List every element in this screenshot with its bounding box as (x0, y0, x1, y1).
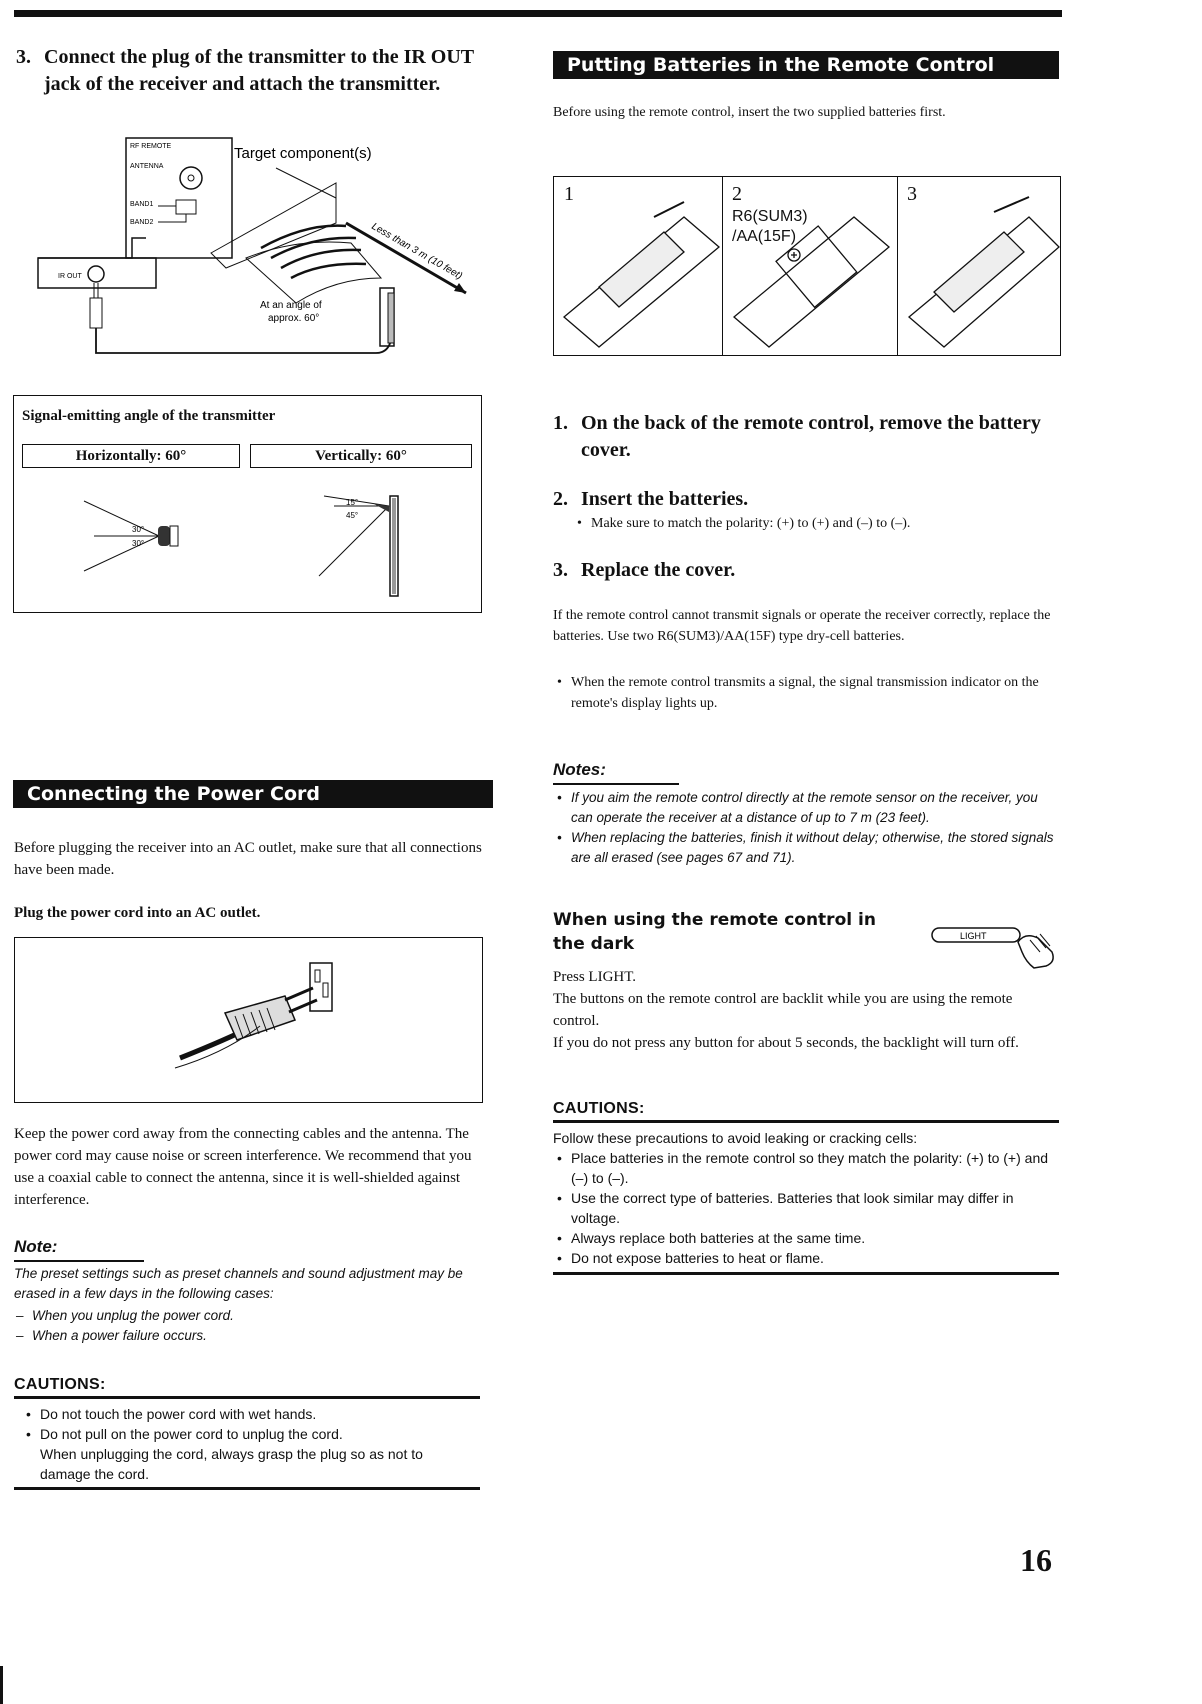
notes-item: • If you aim the remote control directly at the remote sensor on the receiver, you can operate the receiver at a distance of up to 7 m (23 feet). (553, 788, 1058, 828)
battery-step-1: 1. On the back of the remote control, remove the battery cover. (553, 412, 1041, 461)
light-button-icon[interactable] (930, 922, 1060, 972)
press-light-text: Press LIGHT. (553, 969, 637, 985)
signal-angle-box (13, 395, 482, 613)
power-plug-icon (165, 958, 365, 1088)
angle-label-2: approx. 60° (268, 313, 320, 324)
panel-1-number: 1 (564, 183, 574, 205)
note-body (14, 1264, 484, 1346)
band1-label: BAND1 (130, 201, 154, 208)
target-components-label: Target component(s) (234, 145, 372, 162)
caution-item: • Do not pull on the power cord to unplug the cord. When unplugging the cord, always grasp the plug so as not to damage the cord. (22, 1424, 477, 1484)
transmitter-connection-diagram (36, 128, 526, 390)
remote-battery-icons (554, 177, 1060, 355)
right-cautions-intro: Follow these precautions to avoid leaking or cracking cells: (553, 1130, 918, 1146)
caution-item: • Always replace both batteries at the same time. (553, 1228, 1058, 1248)
rf-remote-label: RF REMOTE (130, 143, 172, 150)
power-cord-intro: Before plugging the receiver into an AC outlet, make sure that all connections have been made. (14, 840, 482, 878)
v-angle-bottom-label: 45° (346, 511, 359, 520)
batteries-intro: Before using the remote control, insert the two supplied batteries first. (553, 105, 946, 120)
dark-section-title: When using the remote control in the dark (553, 910, 876, 954)
battery-step-2: 2. Insert the batteries. (553, 488, 749, 510)
left-cautions-bottom-rule (14, 1487, 480, 1490)
h-angle-bottom-label: 30° (132, 539, 145, 548)
step-3-heading: 3. Connect the plug of the transmitter to the IR OUT jack of the receiver and attach the transmitter. (16, 46, 474, 95)
v-angle-top-label: 15° (346, 498, 359, 507)
edge-mark (0, 1666, 3, 1704)
dark-section-body (553, 966, 1058, 1054)
power-cord-title: Connecting the Power Cord (13, 780, 493, 808)
panel-2-number: 2 (732, 183, 742, 205)
antenna-label: ANTENNA (130, 163, 164, 170)
left-cautions-rule (14, 1396, 480, 1399)
note-item: – When you unplug the power cord. (14, 1306, 484, 1326)
panel-3-number: 3 (907, 183, 917, 205)
power-cord-instruction: Plug the power cord into an AC outlet. (14, 905, 261, 921)
band2-label: BAND2 (130, 219, 154, 226)
power-plug-image-box (14, 937, 483, 1103)
caution-item: • Use the correct type of batteries. Batteries that look similar may differ in voltage. (553, 1188, 1058, 1228)
note-underline (14, 1260, 144, 1262)
right-cautions-list (553, 1128, 1058, 1268)
distance-label: Less than 3 m (10 feet) (369, 221, 465, 283)
battery-steps-illustration (553, 176, 1061, 356)
note-title: Note: (14, 1237, 58, 1256)
page-number: 16 (1020, 1542, 1052, 1578)
right-notes-underline (553, 783, 679, 785)
right-cautions-bottom-rule (553, 1272, 1059, 1275)
panel-2-battery-type: R6(SUM3) /AA(15F) (732, 208, 808, 245)
caution-item: • Place batteries in the remote control so they match the polarity: (+) to (+) and (–) to (–). (553, 1148, 1058, 1188)
left-cautions-title: CAUTIONS: (14, 1376, 106, 1393)
power-cord-paragraph: Keep the power cord away from the connecting cables and the antenna. The power cord may cause noise or screen interference. We recommend that you use a coaxial cable to connect the antenna, since it is well-shielded against interference. (14, 1126, 472, 1208)
ir-out-jack-icon (88, 266, 104, 282)
replace-bullet: • When the remote control transmits a signal, the signal transmission indicator on the remote's display lights up. (553, 672, 1058, 714)
polarity-bullet: • Make sure to match the polarity: (+) to (+) and (–) to (–). (573, 513, 1053, 534)
right-cautions-rule (553, 1120, 1059, 1123)
replace-paragraph: If the remote control cannot transmit signals or operate the receiver correctly, replace the batteries. Use two R6(SUM3)/AA(15F) type dry-cell batteries. (553, 608, 1051, 644)
note-text: The preset settings such as preset channels and sound adjustment may be erased in a few days in the following cases: (14, 1266, 463, 1301)
angle-label-1: At an angle of (260, 300, 322, 311)
signal-angle-title: Signal-emitting angle of the transmitter (22, 408, 276, 424)
right-notes-list (553, 788, 1058, 868)
caution-item: • Do not expose batteries to heat or flame. (553, 1248, 1058, 1268)
svg-text:LIGHT: LIGHT (960, 931, 987, 941)
antenna-jack-icon (180, 167, 202, 189)
right-cautions-title: CAUTIONS: (553, 1100, 645, 1117)
ir-out-label: IR OUT (58, 273, 82, 280)
vertical-angle-label: Vertically: 60° (250, 444, 472, 468)
top-rule (14, 10, 1062, 17)
backlight-off-text: If you do not press any button for about 5 seconds, the backlight will turn off. (553, 1035, 1019, 1051)
horizontal-angle-label: Horizontally: 60° (22, 444, 240, 468)
horizontal-angle-diagram (74, 486, 194, 586)
batteries-title: Putting Batteries in the Remote Control (553, 51, 1059, 79)
right-notes-title: Notes: (553, 760, 606, 779)
note-item: – When a power failure occurs. (14, 1326, 484, 1346)
left-cautions-list (22, 1404, 477, 1484)
notes-item: • When replacing the batteries, finish it without delay; otherwise, the stored signals are all erased (see pages 67 and 71). (553, 828, 1058, 868)
battery-step-3: 3. Replace the cover. (553, 559, 736, 581)
vertical-angle-diagram (304, 486, 424, 606)
caution-item: • Do not touch the power cord with wet hands. (22, 1404, 477, 1424)
backlit-text: The buttons on the remote control are backlit while you are using the remote control. (553, 991, 1013, 1029)
h-angle-top-label: 30° (132, 525, 145, 534)
